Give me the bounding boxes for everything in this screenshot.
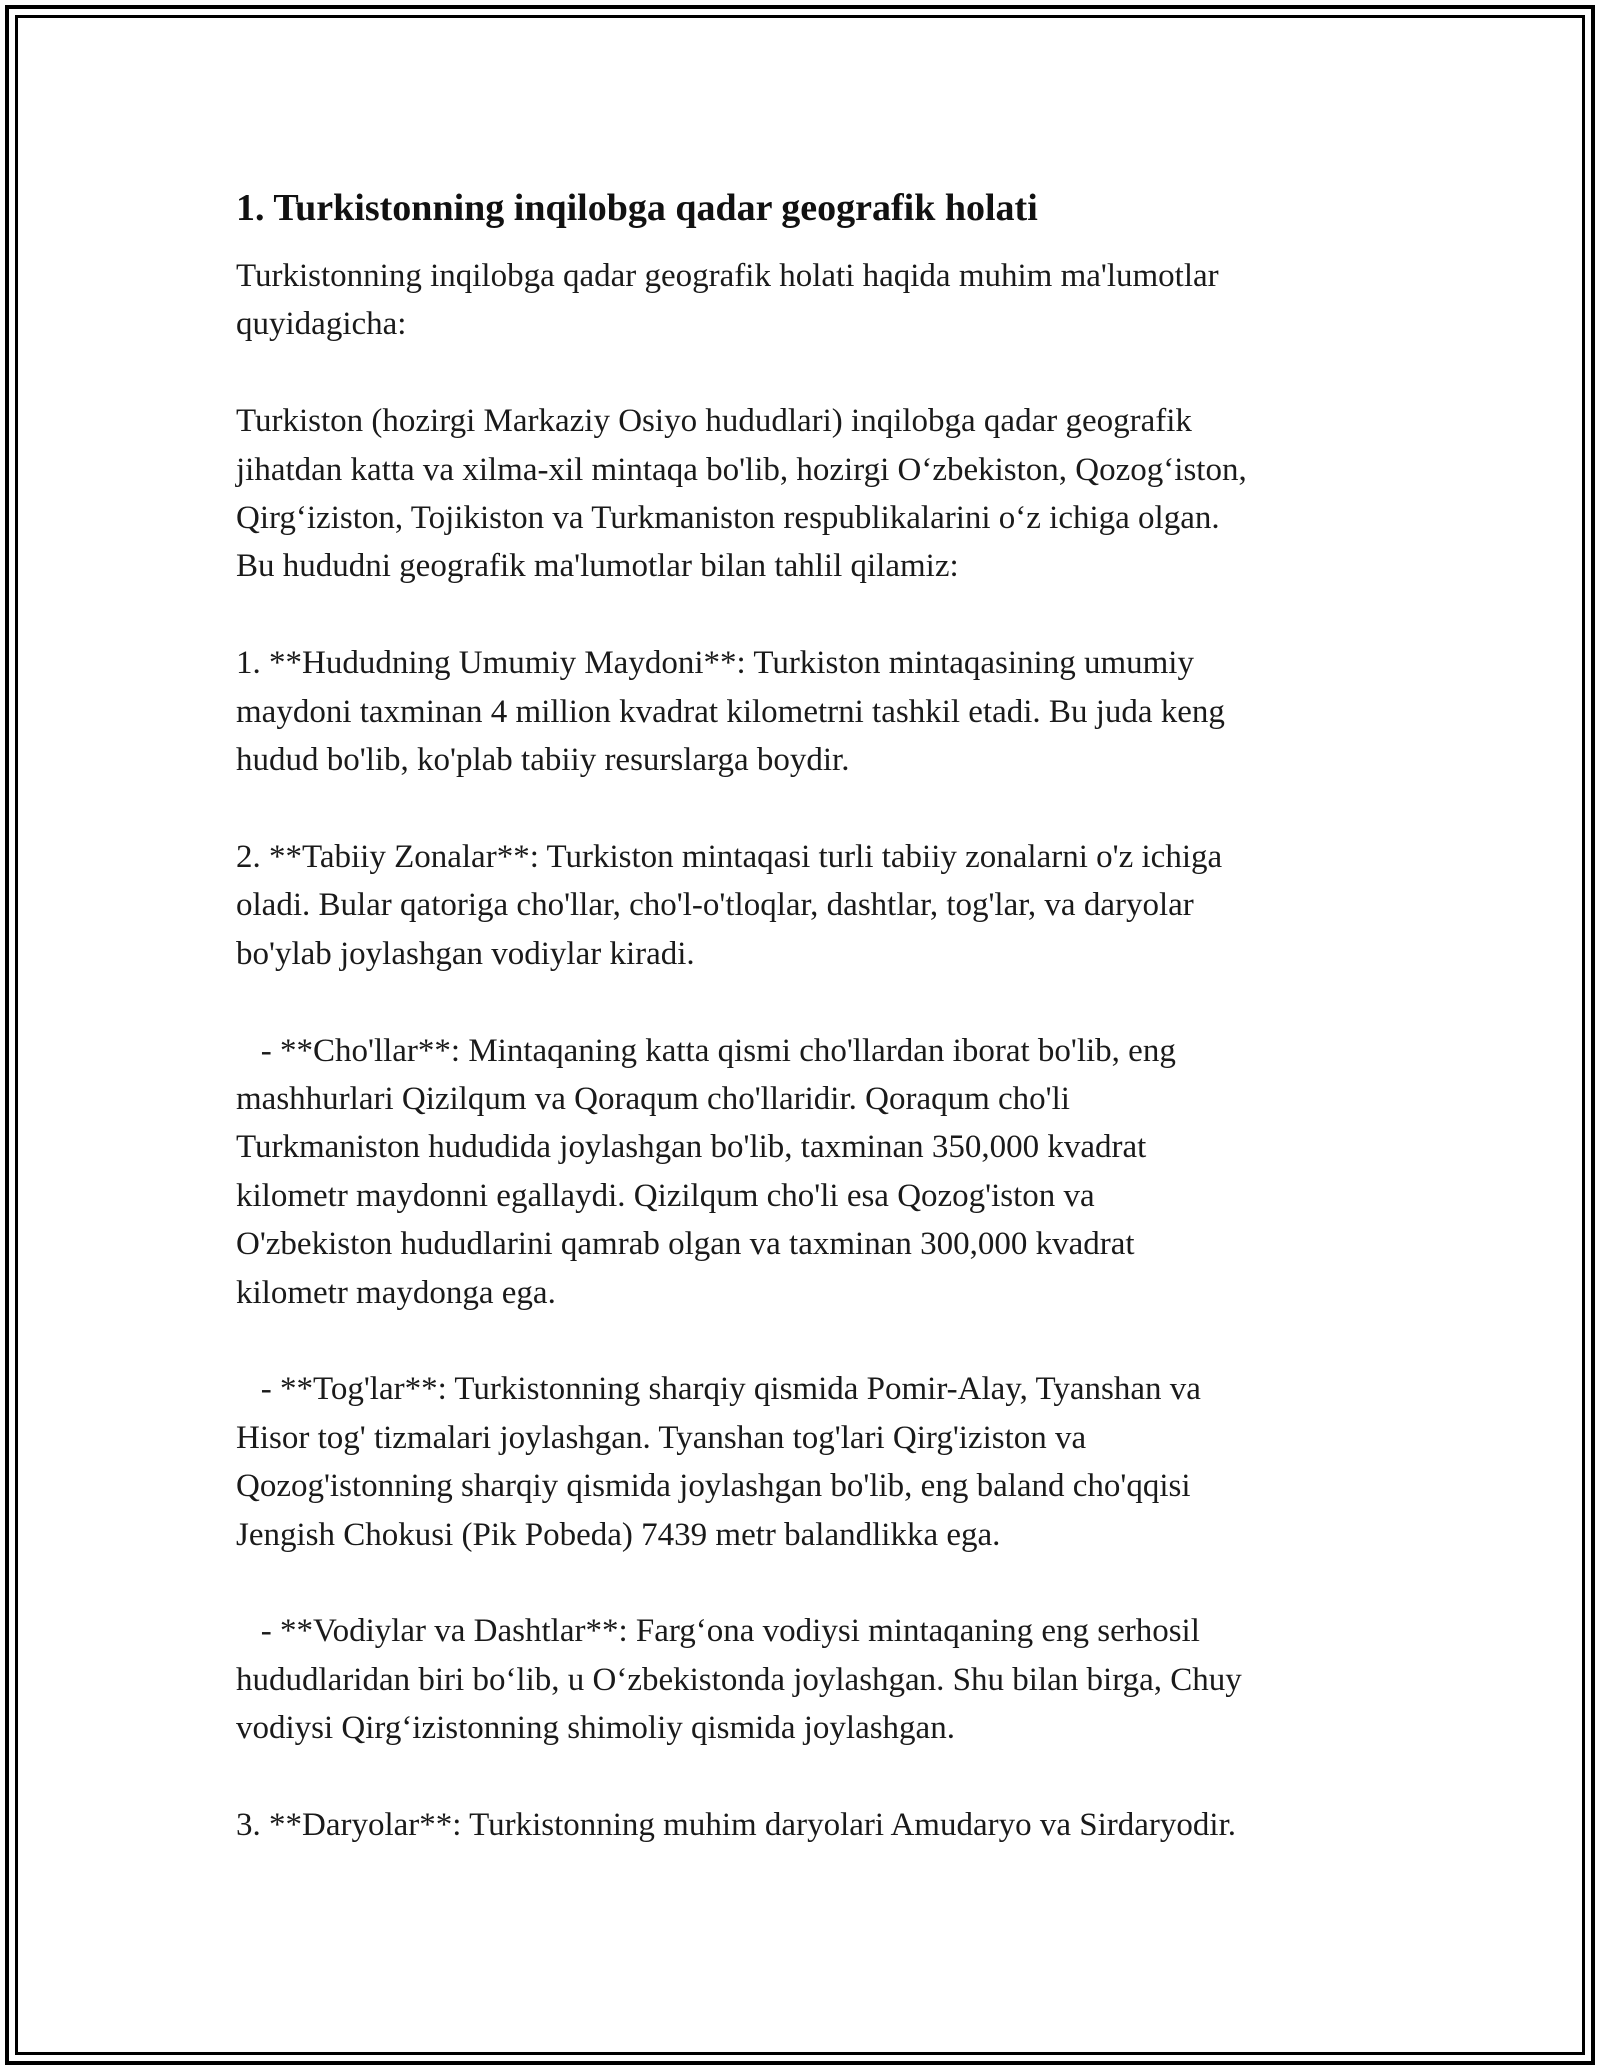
document-content — [236, 184, 1386, 1849]
document-body-text: Turkistonning inqilobga qadar geografik holati haqida muhim ma'lumotlar quyidagicha: Turkiston (hozirgi Markaziy Osiyo hududlari) inqilobga qadar geografik jihatdan katta va xilma-xil mintaqa bo'lib, hozirgi O‘zbekiston, Qozog‘iston, Qirg‘iziston, Tojikiston va Turkmaniston respublikalarini o‘z ichiga olgan. Bu hududni geografik ma'lumotlar bilan tahlil qilamiz: 1. **Hududning Umumiy Maydoni**: Turkiston mintaqasining umumiy maydoni taxminan 4 million kvadrat kilometrni tashkil etadi. Bu juda keng hudud bo'lib, ko'plab tabiiy resurslarga boydir. 2. **Tabiiy Zonalar**: Turkiston mintaqasi turli tabiiy zonalarni o'z ichiga oladi. Bular qatoriga cho'llar, cho'l-o'tloqlar, dashtlar, tog'lar, va daryolar bo'ylab joylashgan vodiylar kiradi. - **Cho'llar**: Mintaqaning katta qismi cho'llardan iborat bo'lib, eng mashhurlari Qizilqum va Qoraqum cho'llaridir. Qoraqum cho'li Turkmaniston hududida joylashgan bo'lib, taxminan 350,000 kvadrat kilometr maydonni egallaydi. Qizilqum cho'li esa Qozog'iston va O'zbekiston hududlarini qamrab olgan va taxminan 300,000 kvadrat kilometr maydonga ega. - **Tog'lar**: Turkistonning sharqiy qismida Pomir-Alay, Tyanshan va Hisor tog' tizmalari joylashgan. Tyanshan tog'lari Qirg'iziston va Qozog'istonning sharqiy qismida joylashgan bo'lib, eng baland cho'qqisi Jengish Chokusi (Pik Pobeda) 7439 metr balandlikka ega. - **Vodiylar va Dashtlar**: Farg‘ona vodiysi mintaqaning eng serhosil hududlaridan biri bo‘lib, u O‘zbekistonda joylashgan. Shu bilan birga, Chuy vodiysi Qirg‘izistonning shimoliy qismida joylashgan. 3. **Daryolar**: Turkistonning muhim daryolari Amudaryo va Sirdaryodir. — [236, 258, 1247, 1843]
document-heading: 1. Turkistonning inqilobga qadar geografik holati — [236, 187, 1038, 229]
